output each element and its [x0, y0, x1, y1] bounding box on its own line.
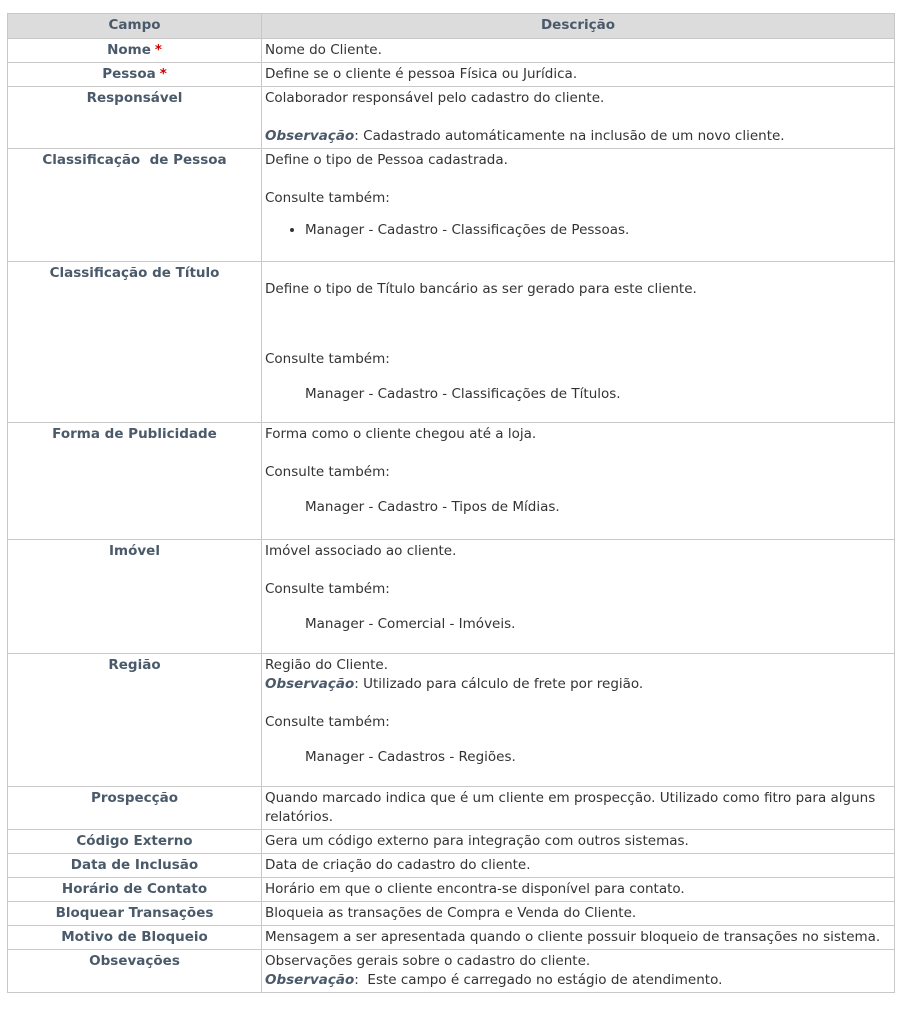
see-also-list [265, 221, 891, 240]
see-also-link[interactable]: Manager - Cadastros - Regiões. [305, 749, 516, 765]
field-name: Imóvel [8, 540, 262, 654]
table-row [8, 262, 895, 423]
see-also-link[interactable]: Manager - Cadastro - Tipos de Mídias. [305, 499, 560, 515]
observation-text: Observação: Cadastrado automáticamente na inclusão de um novo cliente. [265, 128, 785, 144]
description-cell [262, 149, 895, 262]
description-cell [262, 540, 895, 654]
field-name: Obsevações [8, 950, 262, 993]
table-row [8, 950, 895, 993]
field-cell [8, 39, 262, 63]
description-text: Observações gerais sobre o cadastro do cliente. [265, 953, 591, 969]
see-also-link[interactable]: • Manager - Cadastro - Classificações de Pessoas. [305, 221, 891, 240]
field-name: Nome [107, 42, 151, 58]
table-row [8, 63, 895, 87]
observation-text: Observação: Utilizado para cálculo de frete por região. [265, 676, 644, 692]
description-cell: Horário em que o cliente encontra-se disponível para contato. [262, 878, 895, 902]
description-cell: Data de criação do cadastro do cliente. [262, 854, 895, 878]
field-name: Região [8, 654, 262, 787]
description-cell: Mensagem a ser apresentada quando o cliente possuir bloqueio de transações no sistema. [262, 926, 895, 950]
observation-text: Observação: Este campo é carregado no estágio de atendimento. [265, 972, 723, 988]
table-row [8, 878, 895, 902]
observation-label: Observação [265, 128, 355, 144]
description-text: Imóvel associado ao cliente. [265, 543, 457, 559]
description-cell: Bloqueia as transações de Compra e Venda do Cliente. [262, 902, 895, 926]
observation-label: Observação [265, 972, 355, 988]
header-campo: Campo [8, 14, 262, 39]
description-text: Colaborador responsável pelo cadastro do cliente. [265, 90, 605, 106]
field-name: Pessoa [102, 66, 156, 82]
table-row [8, 830, 895, 854]
table-row [8, 39, 895, 63]
field-name: Horário de Contato [8, 878, 262, 902]
description-cell: Quando marcado indica que é um cliente em prospecção. Utilizado como fitro para alguns relatórios. [262, 787, 895, 830]
required-mark: * [159, 66, 167, 82]
description-cell [262, 87, 895, 149]
required-mark: * [154, 42, 162, 58]
field-name: Classificação de Pessoa [8, 149, 262, 262]
description-cell [262, 423, 895, 540]
field-name: Código Externo [8, 830, 262, 854]
description-cell: Nome do Cliente. [262, 39, 895, 63]
description-cell [262, 654, 895, 787]
description-text: Define o tipo de Pessoa cadastrada. [265, 152, 508, 168]
description-text: Define o tipo de Título bancário as ser gerado para este cliente. [265, 281, 697, 297]
table-row [8, 654, 895, 787]
table-row [8, 423, 895, 540]
field-name: Forma de Publicidade [8, 423, 262, 540]
description-text: Região do Cliente. [265, 657, 389, 673]
see-also-label: Consulte também: [265, 714, 390, 730]
description-cell [262, 262, 895, 423]
field-name: Responsável [8, 87, 262, 149]
table-row [8, 902, 895, 926]
field-name: Data de Inclusão [8, 854, 262, 878]
fields-table [7, 13, 895, 993]
see-also-label: Consulte também: [265, 190, 390, 206]
field-name: Classificação de Título [8, 262, 262, 423]
description-cell: Gera um código externo para integração com outros sistemas. [262, 830, 895, 854]
see-also-label: Consulte também: [265, 464, 390, 480]
description-cell: Define se o cliente é pessoa Física ou Jurídica. [262, 63, 895, 87]
observation-label: Observação [265, 676, 355, 692]
see-also-label: Consulte também: [265, 351, 390, 367]
field-cell [8, 63, 262, 87]
table-row [8, 87, 895, 149]
table-row [8, 540, 895, 654]
description-text: Forma como o cliente chegou até a loja. [265, 426, 537, 442]
header-descricao: Descrição [262, 14, 895, 39]
see-also-label: Consulte também: [265, 581, 390, 597]
description-cell [262, 950, 895, 993]
field-name: Bloquear Transações [8, 902, 262, 926]
field-name: Prospecção [8, 787, 262, 830]
see-also-link[interactable]: Manager - Comercial - Imóveis. [305, 616, 516, 632]
field-name: Motivo de Bloqueio [8, 926, 262, 950]
table-row [8, 787, 895, 830]
see-also-link[interactable]: Manager - Cadastro - Classificações de Títulos. [305, 386, 621, 402]
table-row [8, 149, 895, 262]
table-header-row [8, 14, 895, 39]
table-row [8, 854, 895, 878]
table-row [8, 926, 895, 950]
